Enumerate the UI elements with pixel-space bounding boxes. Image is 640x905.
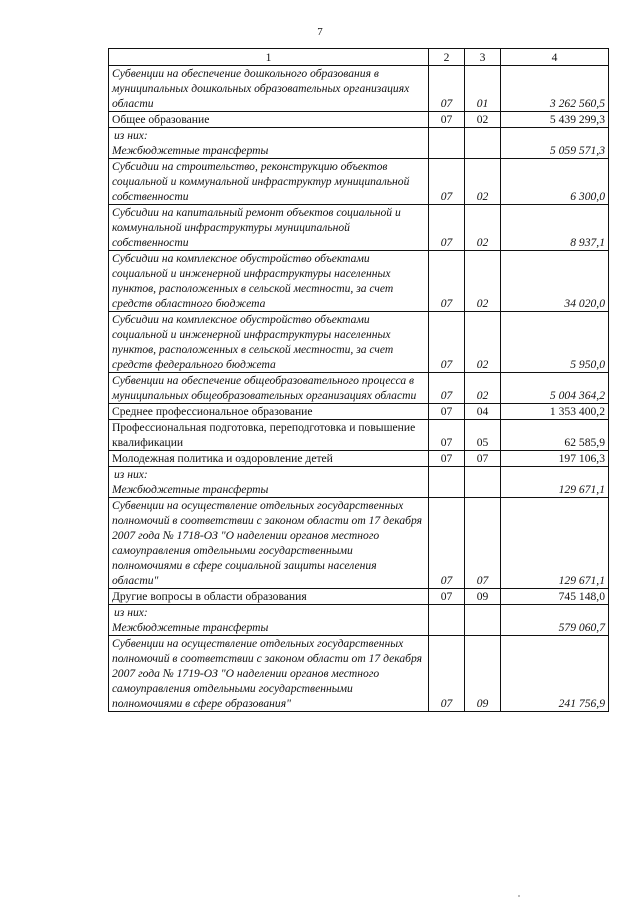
section-code: 07: [429, 112, 465, 128]
table-row: [109, 251, 609, 312]
section-code: 07: [429, 205, 465, 251]
table-row: [109, 373, 609, 404]
subsection-code: 09: [465, 589, 501, 605]
table-row: [109, 420, 609, 451]
subsection-code: [465, 128, 501, 159]
table-row: [109, 451, 609, 467]
row-name-cell: [109, 404, 429, 420]
row-name-cell: [109, 420, 429, 451]
section-code: 07: [429, 589, 465, 605]
section-code: 07: [429, 451, 465, 467]
budget-table: [108, 48, 609, 712]
section-code: 07: [429, 159, 465, 205]
section-code: 07: [429, 420, 465, 451]
table-header-row: [109, 49, 609, 66]
row-name-cell: [109, 159, 429, 205]
amount-value: 5 059 571,3: [501, 128, 609, 159]
table-row: [109, 605, 609, 636]
section-code: 07: [429, 312, 465, 373]
table-row: [109, 159, 609, 205]
table-row: [109, 128, 609, 159]
page-number: 7: [317, 26, 323, 38]
table-row: [109, 636, 609, 712]
subsection-code: 02: [465, 312, 501, 373]
amount-value: 5 950,0: [501, 312, 609, 373]
row-name-cell: [109, 467, 429, 498]
subsection-code: 02: [465, 251, 501, 312]
table-row: [109, 467, 609, 498]
subsection-code: 02: [465, 205, 501, 251]
subsection-code: 02: [465, 373, 501, 404]
row-name: Субсидии на капитальный ремонт объектов социальной и коммунальной инфраструктуры муниципальной собственности: [112, 206, 401, 249]
section-code: 07: [429, 373, 465, 404]
row-name: Субвенции на осуществление отдельных государственных полномочий в соответствии с законом области от 17 декабря 2007 года № 1719-ОЗ "О наделении органов местного самоуправления отдельными государственными полномочиями в сфере образования": [112, 637, 423, 710]
subsection-code: 05: [465, 420, 501, 451]
subsection-code: 02: [465, 112, 501, 128]
section-code: [429, 467, 465, 498]
amount-value: 3 262 560,5: [501, 66, 609, 112]
subsection-code: 01: [465, 66, 501, 112]
row-name: Субсидии на комплексное обустройство объектами социальной и инженерной инфраструктуры населенных пунктов, расположенных в сельской местности, за счет средств федерального бюджета: [112, 313, 394, 371]
row-name-cell: [109, 373, 429, 404]
row-name-cell: [109, 205, 429, 251]
section-code: [429, 605, 465, 636]
row-name-cell: [109, 112, 429, 128]
row-name: Другие вопросы в области образования: [112, 590, 307, 603]
amount-value: 129 671,1: [501, 467, 609, 498]
amount-value: 579 060,7: [501, 605, 609, 636]
section-code: 07: [429, 251, 465, 312]
subgroup-label: из них:: [114, 468, 148, 481]
subsection-code: 07: [465, 451, 501, 467]
row-name: Субвенции на обеспечение дошкольного образования в муниципальных дошкольных образовательных организациях области: [112, 67, 410, 110]
row-name: Субвенции на осуществление отдельных государственных полномочий в соответствии с законом области от 17 декабря 2007 года № 1718-ОЗ "О наделении органов местного самоуправления отдельными государственными полномочиями в сфере социальной защиты населения области": [112, 499, 423, 587]
amount-value: 5 439 299,3: [501, 112, 609, 128]
scan-speck: [518, 895, 520, 897]
subgroup-label: из них:: [114, 129, 148, 142]
section-code: 07: [429, 636, 465, 712]
row-name-cell: [109, 589, 429, 605]
row-name-cell: [109, 312, 429, 373]
subgroup-label: из них:: [114, 606, 148, 619]
table-body: [109, 66, 609, 712]
subsection-code: [465, 605, 501, 636]
row-name: Общее образование: [112, 113, 210, 126]
amount-value: 5 004 364,2: [501, 373, 609, 404]
amount-value: 197 106,3: [501, 451, 609, 467]
row-name-cell: [109, 128, 429, 159]
section-code: 07: [429, 498, 465, 589]
table-row: [109, 66, 609, 112]
amount-value: 241 756,9: [501, 636, 609, 712]
header-col-3: 3: [465, 49, 501, 66]
section-code: 07: [429, 66, 465, 112]
table-row: [109, 589, 609, 605]
row-name: Субсидии на комплексное обустройство объектами социальной и инженерной инфраструктуры населенных пунктов, расположенных в сельской местности, за счет средств областного бюджета: [112, 252, 394, 310]
row-name-cell: [109, 66, 429, 112]
table-row: [109, 205, 609, 251]
row-name: Межбюджетные трансферты: [112, 483, 269, 496]
row-name: Среднее профессиональное образование: [112, 405, 313, 418]
subsection-code: 02: [465, 159, 501, 205]
table-row: [109, 312, 609, 373]
row-name: Межбюджетные трансферты: [112, 621, 269, 634]
subsection-code: [465, 467, 501, 498]
row-name: Профессиональная подготовка, переподготовка и повышение квалификации: [112, 421, 416, 449]
amount-value: 34 020,0: [501, 251, 609, 312]
row-name: Межбюджетные трансферты: [112, 144, 269, 157]
amount-value: 745 148,0: [501, 589, 609, 605]
amount-value: 1 353 400,2: [501, 404, 609, 420]
table-row: [109, 498, 609, 589]
subsection-code: 07: [465, 498, 501, 589]
row-name-cell: [109, 451, 429, 467]
header-col-1: 1: [109, 49, 429, 66]
row-name-cell: [109, 636, 429, 712]
amount-value: 129 671,1: [501, 498, 609, 589]
section-code: 07: [429, 404, 465, 420]
header-col-4: 4: [501, 49, 609, 66]
row-name: Молодежная политика и оздоровление детей: [112, 452, 333, 465]
section-code: [429, 128, 465, 159]
row-name-cell: [109, 251, 429, 312]
row-name: Субвенции на обеспечение общеобразовательного процесса в муниципальных общеобразовательных организациях области: [112, 374, 417, 402]
header-col-2: 2: [429, 49, 465, 66]
amount-value: 6 300,0: [501, 159, 609, 205]
table-row: [109, 112, 609, 128]
amount-value: 62 585,9: [501, 420, 609, 451]
subsection-code: 09: [465, 636, 501, 712]
amount-value: 8 937,1: [501, 205, 609, 251]
subsection-code: 04: [465, 404, 501, 420]
row-name: Субсидии на строительство, реконструкцию объектов социальной и коммунальной инфраструктур муниципальной собственности: [112, 160, 410, 203]
row-name-cell: [109, 605, 429, 636]
table-row: [109, 404, 609, 420]
row-name-cell: [109, 498, 429, 589]
